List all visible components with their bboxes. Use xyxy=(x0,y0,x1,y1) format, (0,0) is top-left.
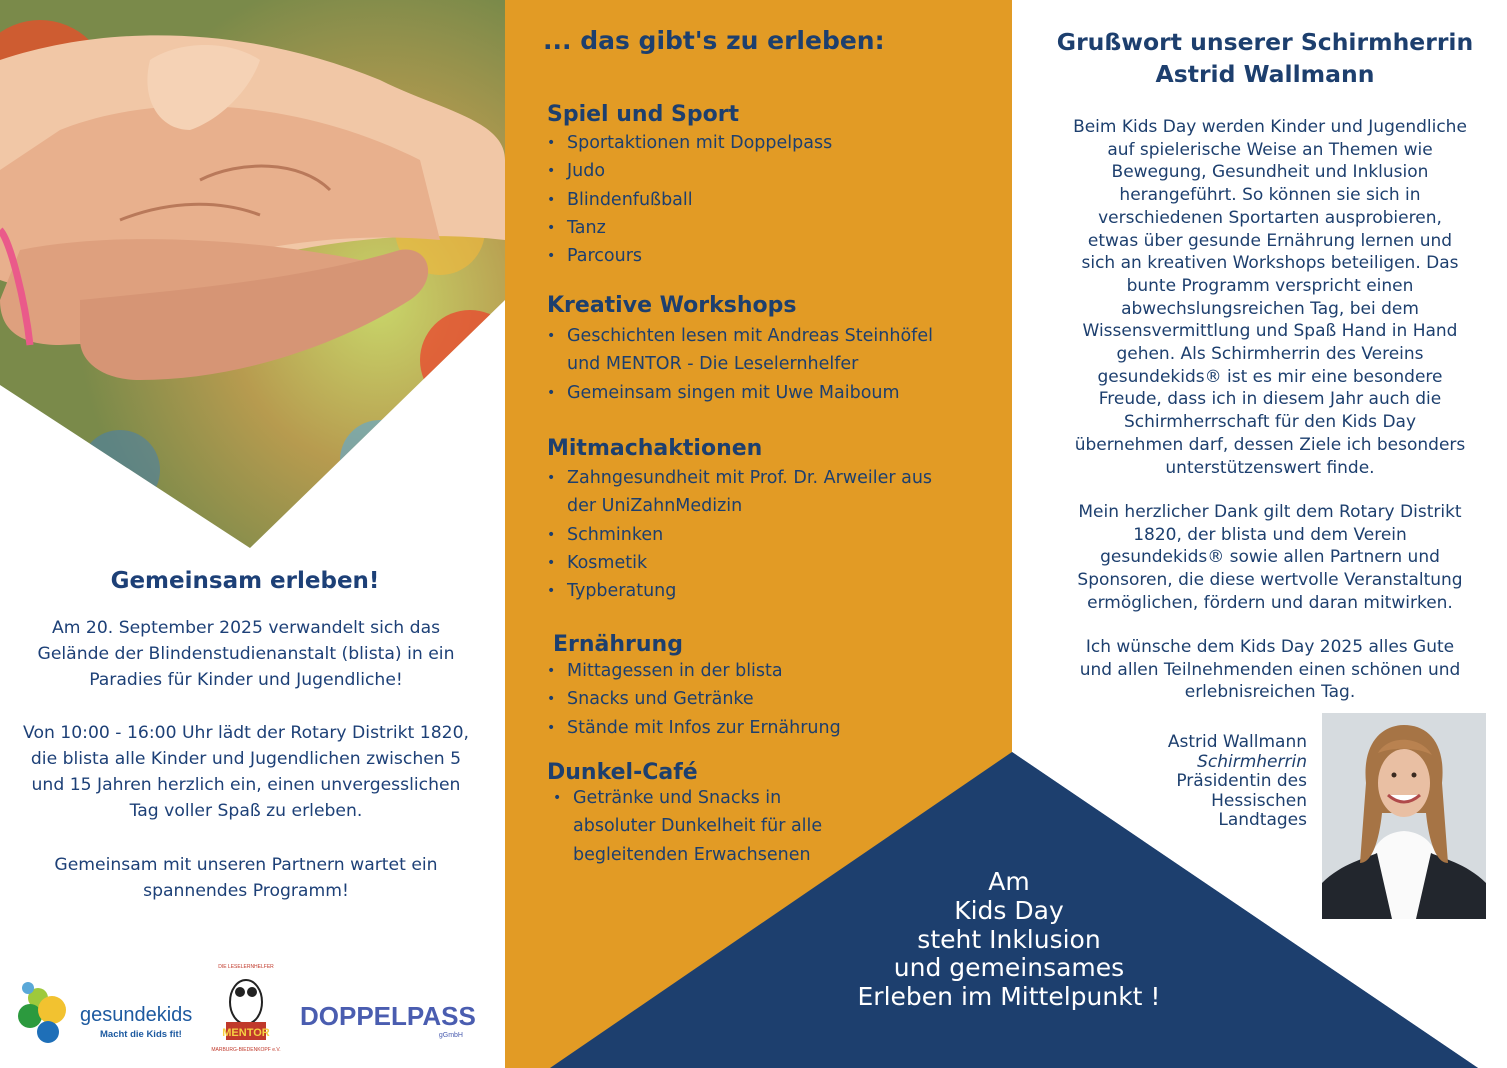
signature-line: Hessischen xyxy=(1211,790,1307,811)
text-line: herangeführt. So können sie sich in xyxy=(1119,185,1421,206)
list-item: • Stände mit Infos zur Ernährung xyxy=(547,714,841,742)
signature-name: Astrid Wallmann xyxy=(1167,732,1307,752)
text-line: Mein herzlicher Dank gilt dem Rotary Distrikt xyxy=(1078,502,1462,522)
text-line: Gemeinsam mit unseren Partnern wartet ein xyxy=(54,855,438,875)
list-item: absoluter Dunkelheit für alle xyxy=(573,816,823,837)
section-title: Ernährung xyxy=(553,632,683,657)
list-item: der UniZahnMedizin xyxy=(567,496,743,517)
text-line: abwechslungsreichen Tag, bei dem xyxy=(1121,298,1419,319)
list-item: • Parcours xyxy=(547,242,832,270)
greeting-title xyxy=(1030,26,1500,90)
list-item: • Judo xyxy=(547,157,832,185)
list-item: • Getränke und Snacks in xyxy=(553,784,822,812)
text-line: Ich wünsche dem Kids Day 2025 alles Gute xyxy=(1085,637,1455,657)
slogan-line: Am xyxy=(988,867,1030,896)
text-line: unterstützenswert finde. xyxy=(1165,457,1375,478)
left-heading: Gemeinsam erleben! xyxy=(110,568,380,594)
wishes-paragraph xyxy=(1040,636,1500,704)
text-line: die blista alle Kinder und Jugendlichen zwischen 5 xyxy=(30,749,462,769)
text-line: und allen Teilnehmenden einen schönen und xyxy=(1079,659,1461,680)
text-line: Tag voller Spaß zu erleben. xyxy=(129,801,363,821)
portrait-photo xyxy=(1322,713,1486,919)
list-item: und MENTOR - Die Leselernhelfer xyxy=(567,354,859,375)
text-line: Am 20. September 2025 verwandelt sich das xyxy=(51,618,441,638)
slogan-line: Kids Day xyxy=(954,895,1064,925)
list-item: • Zahngesundheit mit Prof. Dr. Arweiler aus xyxy=(547,464,932,492)
text-line: Freude, dass ich in diesem Jahr auch die xyxy=(1098,389,1442,410)
text-line: Schirmherrschaft für den Kids Day xyxy=(1123,412,1417,433)
text-line: erlebnisreichen Tag. xyxy=(1184,682,1356,703)
text-line: ermöglichen, fördern und daran mitwirken. xyxy=(1087,592,1453,613)
list-item: • Blindenfußball xyxy=(547,186,832,214)
text-line: Wissensvermittlung und Spaß Hand in Hand xyxy=(1082,321,1458,342)
slogan xyxy=(820,868,1198,1012)
gesundekids-name: gesundekids xyxy=(80,1004,193,1026)
signature-line: Präsidentin des xyxy=(1176,771,1307,791)
gesundekids-tagline: Macht die Kids fit! xyxy=(100,1029,182,1040)
text-line: und 15 Jahren herzlich ein, einen unvergesslichen xyxy=(31,775,461,795)
mentor-top: DIE LESELERNHELFER xyxy=(218,964,274,970)
section-title: Mitmachaktionen xyxy=(547,436,763,461)
program-title: ... das gibt's zu erleben: xyxy=(543,26,885,55)
list-item: • Typberatung xyxy=(547,577,932,605)
text-line: spannendes Programm! xyxy=(143,881,349,901)
mentor-bottom: MARBURG-BIEDENKOPF e.V. xyxy=(211,1047,281,1053)
slogan-line: Erleben im Mittelpunkt ! xyxy=(857,982,1161,1012)
list-item: • Kosmetik xyxy=(547,549,932,577)
text-line: Bewegung, Gesundheit und Inklusion xyxy=(1111,162,1429,183)
list-item: • Gemeinsam singen mit Uwe Maiboum xyxy=(547,379,933,407)
text-line: gehen. Als Schirmherrin des Vereins xyxy=(1116,344,1424,365)
section-title: Dunkel-Café xyxy=(547,760,698,785)
list-item: • Sportaktionen mit Doppelpass xyxy=(547,129,832,157)
mentor-name: MENTOR xyxy=(222,1027,270,1039)
slogan-line: und gemeinsames xyxy=(893,953,1125,983)
list-item: • Snacks und Getränke xyxy=(547,685,841,713)
greeting-paragraph xyxy=(1040,116,1500,479)
text-line: Beim Kids Day werden Kinder und Jugendliche xyxy=(1073,117,1467,137)
text-line: gesundekids® ist es mir eine besondere xyxy=(1097,366,1443,387)
title-line: Grußwort unserer Schirmherrin xyxy=(1056,28,1474,56)
text-line: Sponsoren, die diese wertvolle Veranstaltung xyxy=(1077,570,1463,591)
signature-block xyxy=(1100,733,1307,831)
list-item: • Geschichten lesen mit Andreas Steinhöfel xyxy=(547,322,933,350)
text-line: etwas über gesunde Ernährung lernen und xyxy=(1087,230,1453,251)
doppelpass-name: DOPPELPASS xyxy=(300,1001,476,1031)
slogan-line: steht Inklusion xyxy=(917,924,1101,954)
list-item: • Mittagessen in der blista xyxy=(547,657,841,685)
text-line: sich an kreativen Workshops beteiligen. Das xyxy=(1081,253,1459,274)
text-line: 1820, der blista und dem Verein xyxy=(1133,524,1407,545)
text-line: bunte Programm verspricht einen xyxy=(1126,275,1414,296)
text-line: Gelände der Blindenstudienanstalt (blista) in ein xyxy=(37,644,455,664)
doppelpass-suffix: gGmbH xyxy=(438,1032,463,1039)
section-title: Kreative Workshops xyxy=(547,293,797,318)
list-item: • Schminken xyxy=(547,521,932,549)
section-title: Spiel und Sport xyxy=(547,102,740,127)
thanks-paragraph xyxy=(1040,501,1500,615)
text-line: übernehmen darf, dessen Ziele ich besonders xyxy=(1074,434,1466,455)
text-line: auf spielerische Weise an Themen wie xyxy=(1107,139,1433,160)
text-line: Von 10:00 - 16:00 Uhr lädt der Rotary Distrikt 1820, xyxy=(23,723,469,743)
text-line: verschiedenen Sportarten ausprobieren, xyxy=(1098,207,1442,228)
text-line: gesundekids® sowie allen Partnern und xyxy=(1100,547,1440,568)
title-line: Astrid Wallmann xyxy=(1155,60,1375,88)
signature-role: Schirmherrin xyxy=(1197,751,1307,772)
signature-line: Landtages xyxy=(1218,810,1307,830)
list-item: begleitenden Erwachsenen xyxy=(573,844,811,865)
list-item: • Tanz xyxy=(547,214,832,242)
text-line: Paradies für Kinder und Jugendliche! xyxy=(89,670,403,690)
